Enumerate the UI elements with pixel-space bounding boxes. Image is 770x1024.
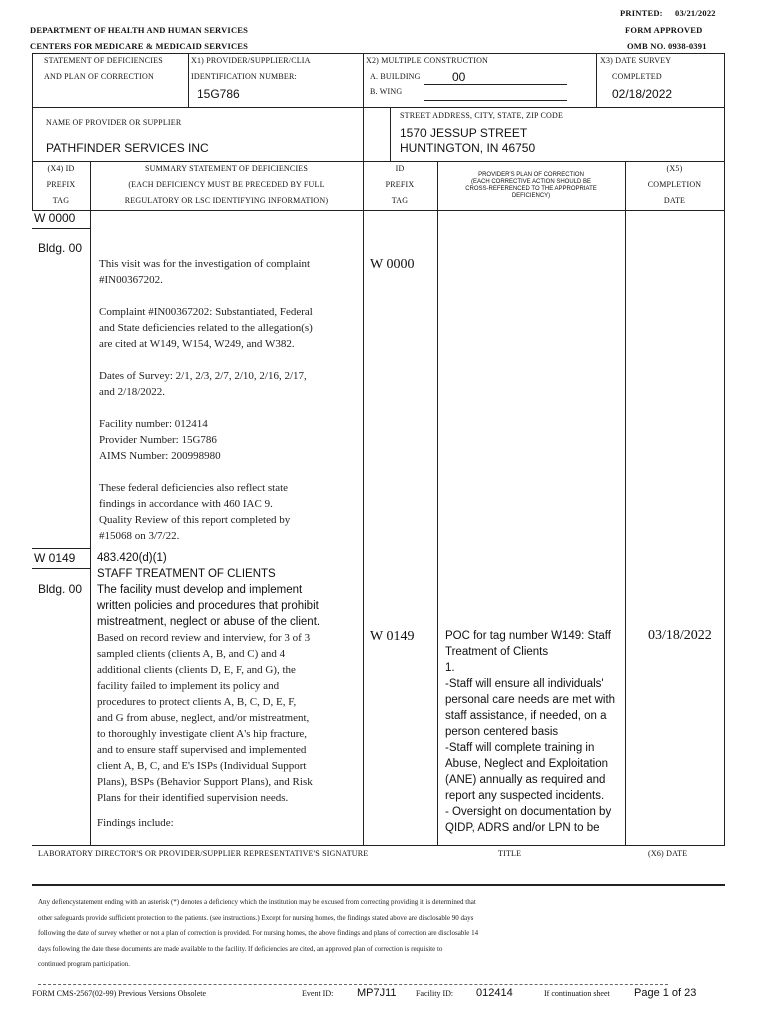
provider-name-label: NAME OF PROVIDER OR SUPPLIER (46, 118, 182, 127)
title-label: TITLE (498, 849, 522, 858)
continuation-label: If continuation sheet (544, 989, 610, 998)
id-prefix-header: PREFIX (385, 180, 415, 189)
entry-prefix-tag: W 0000 (34, 211, 76, 225)
date-header: DATE (663, 196, 686, 205)
entry-id-tag: W 0149 (370, 629, 415, 644)
address-label: STREET ADDRESS, CITY, STATE, ZIP CODE (400, 111, 564, 120)
completion-header: COMPLETION (647, 180, 702, 189)
regulation-text: 483.420(d)(1) STAFF TREATMENT OF CLIENTS The facility must develop and implement written policies and procedures that prohibit mistreatment, neglect or abuse of the client. (97, 550, 362, 630)
regulation-title: STAFF TREATMENT OF CLIENTS (97, 568, 276, 580)
street-address: 1570 JESSUP STREET (400, 126, 528, 140)
plan-of-correction: POC for tag number W149: Staff Treatment of Clients 1. -Staff will ensure all individuals' personal care needs are met with staff assistance, if needed, on a person centered basis -Staff will complete training in Abuse, Neglect and Exploitation (ANE) annually as required and report any suspected incidents. - Oversight on documentation by QIDP, ADRS and/or LPN to be (445, 630, 616, 834)
city-state-zip: HUNTINGTON, IN 46750 (400, 141, 536, 155)
findings-include: Findings include: (97, 817, 174, 829)
signature-date-label: (X6) DATE (648, 849, 688, 858)
identification-number-label: IDENTIFICATION NUMBER: (191, 72, 297, 81)
deficiency-finding: Based on record review and interview, for 3 of 3 sampled clients (clients A, B, and C) and 4 additional clients (clients D, E, F, and G), the facility failed to implement its policy and procedures to protect clients A, B, C, D, E, F, and G from abuse, neglect, and/or mistreatment, to thoroughly investigate client A's hip fracture, and to ensure staff supervised and implemented client A, B, C, and E's ISPs (Individual Support Plans), BSPs (Behavior Support Plans), and Risk Plans for their identified supervision needs. (97, 632, 313, 804)
summary-header: SUMMARY STATEMENT OF DEFICIENCIES (144, 164, 309, 173)
wing-label: B. WING (370, 87, 403, 96)
x5-header: (X5) (666, 164, 683, 173)
plan-of-correction-label: AND PLAN OF CORRECTION (44, 72, 154, 81)
id-tag-header: TAG (391, 196, 409, 205)
disclaimer: Any defiencystatement ending with an asterisk (*) denotes a deficiency which the institution may be excused from correcting providing it is determined that other safeguards provide sufficient protection to the patients. (see instructions.) Except for nursing homes, the findings stated above are disclosable 90 days following the date of survey whether or not a plan of correction is provided. For nursing homes, the above findings and plans of correction are disclosable 14 days following the date these documents are made available to the facility. If deficiencies are cited, an approved plan of correction is requisite to continued program participation. (38, 898, 479, 968)
entry-id-tag: W 0000 (370, 257, 415, 272)
entry-building: Bldg. 00 (38, 241, 83, 255)
completed-label: COMPLETED (612, 72, 662, 81)
printed-label: PRINTED: (620, 8, 663, 18)
entry-prefix-tag: W 0149 (34, 551, 76, 565)
provider-number: 15G786 (197, 87, 240, 101)
x4-id-header: (X4) ID (47, 164, 75, 173)
plan-header-line-4: DEFICIENCY) (511, 193, 551, 199)
summary-paragraph: Facility number: 012414 Provider Number: 15G786 AIMS Number: 200998980 (99, 418, 221, 462)
summary-paragraph: These federal deficiencies also reflect state findings in accordance with 460 IAC 9. Quality Review of this report completed by #15068 on 3/7/22. (99, 482, 291, 542)
centers-name: CENTERS FOR MEDICARE & MEDICAID SERVICES (30, 41, 249, 51)
printed-date: 03/21/2022 (675, 8, 716, 18)
event-id-label: Event ID: (302, 989, 334, 998)
plan-header-line-3: CROSS-REFERENCED TO THE APPROPRIATE (465, 186, 597, 192)
x1-label: X1) PROVIDER/SUPPLIER/CLIA (191, 56, 311, 65)
entry-summary (99, 256, 361, 560)
id-header: ID (395, 164, 405, 173)
page-number: Page 1 of 23 (634, 987, 697, 999)
form-number: FORM CMS-2567(02-99) Previous Versions Obsolete (32, 989, 207, 998)
summary-paragraph: This visit was for the investigation of complaint #IN00367202. (99, 258, 311, 286)
entry-building: Bldg. 00 (38, 582, 83, 596)
plan-header-line-1: PROVIDER'S PLAN OF CORRECTION (478, 172, 584, 178)
facility-id: 012414 (476, 987, 513, 999)
building-label: A. BUILDING (370, 72, 421, 81)
plan-header (437, 172, 625, 200)
regulation-citation: 483.420(d)(1) (97, 552, 167, 564)
facility-id-label: Facility ID: (416, 989, 454, 998)
summary-subheader-1: (EACH DEFICIENCY MUST BE PRECEDED BY FULL (128, 180, 325, 189)
x4-tag-header: TAG (52, 196, 70, 205)
survey-completed-date: 02/18/2022 (612, 87, 673, 101)
statement-label: STATEMENT OF DEFICIENCIES (44, 56, 163, 65)
form-approved: FORM APPROVED (625, 25, 703, 35)
plan-header-line-2: (EACH CORRECTIVE ACTION SHOULD BE (470, 179, 592, 185)
event-id: MP7J11 (357, 987, 397, 999)
multiple-construction-label: X2) MULTIPLE CONSTRUCTION (366, 56, 489, 65)
date-survey-label: X3) DATE SURVEY (600, 56, 672, 65)
building-value: 00 (452, 70, 466, 84)
completion-date: 03/18/2022 (648, 628, 712, 643)
x4-prefix-header: PREFIX (46, 180, 76, 189)
summary-paragraph: Complaint #IN00367202: Substantiated, Federal and State deficiencies related to the allegation(s) are cited at W149, W154, W249, and W382. (99, 306, 313, 350)
department-name: DEPARTMENT OF HEALTH AND HUMAN SERVICES (30, 25, 249, 35)
omb-number: OMB NO. 0938-0391 (627, 41, 707, 51)
provider-name: PATHFINDER SERVICES INC (46, 141, 209, 155)
signature-label: LABORATORY DIRECTOR'S OR PROVIDER/SUPPLIER REPRESENTATIVE'S SIGNATURE (38, 849, 369, 858)
summary-subheader-2: REGULATORY OR LSC IDENTIFYING INFORMATION) (124, 196, 329, 205)
summary-paragraph: Dates of Survey: 2/1, 2/3, 2/7, 2/10, 2/16, 2/17, and 2/18/2022. (99, 370, 307, 398)
